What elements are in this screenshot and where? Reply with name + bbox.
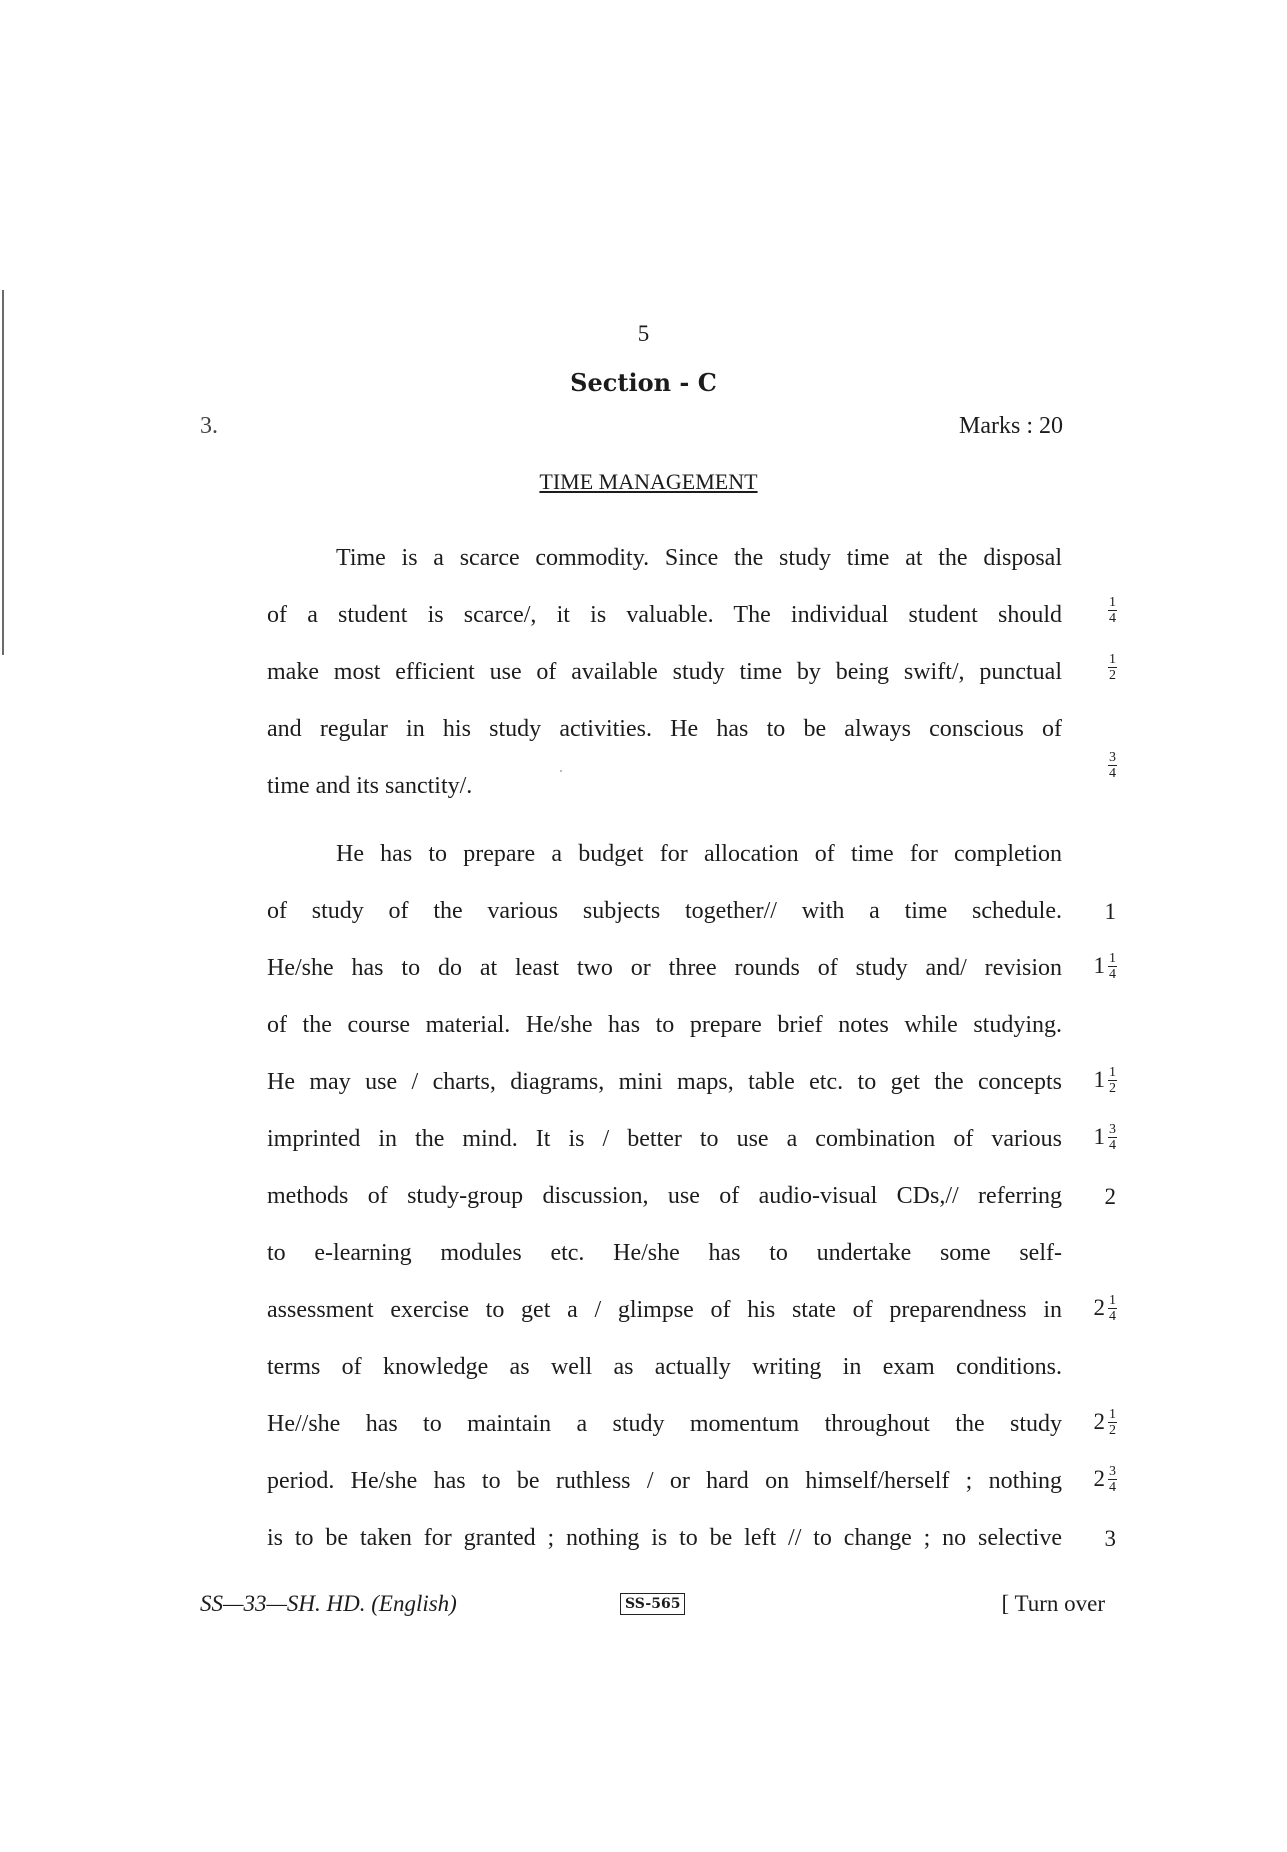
text-line: of study of the various subjects together// with a time schedule. [267,898,1062,924]
margin-mark: 2 $\frac{1}{4}$ [1093,1292,1116,1324]
text-line: Time is a scarce commodity. Since the study time at the disposal [336,545,1062,571]
text-line: methods of study-group discussion, use of audio-visual CDs,// referring [267,1183,1062,1209]
margin-mark: 1 [1104,899,1116,924]
text-line: of a student is scarce/, it is valuable. The individual student should [267,602,1062,628]
section-title: Section - C [570,368,717,397]
document-title: TIME MANAGEMENT [539,469,758,494]
footer-series-box: SS-565 [620,1593,685,1615]
marks-label: Marks : 20 [959,413,1063,439]
margin-mark: 1 $\frac{3}{4}$ [1093,1121,1116,1153]
text-line: make most efficient use of available study time by being swift/, punctual [267,659,1062,685]
margin-mark: 2 $\frac{3}{4}$ [1093,1463,1116,1495]
text-line: is to be taken for granted ; nothing is to be left // to change ; no selective [267,1525,1062,1551]
margin-mark: 3 [1104,1526,1116,1551]
text-line: He has to prepare a budget for allocation of time for completion [336,841,1062,867]
margin-mark: $\frac{3}{4}$ [1109,749,1116,781]
text-line: He//she has to maintain a study momentum throughout the study [267,1411,1062,1437]
margin-mark: 1 $\frac{1}{4}$ [1093,950,1116,982]
text-line: of the course material. He/she has to prepare brief notes while studying. [267,1012,1062,1038]
text-line: assessment exercise to get a / glimpse of his state of preparendness in [267,1297,1062,1323]
margin-mark: 2 $\frac{1}{2}$ [1093,1406,1116,1438]
margin-mark: $\frac{1}{2}$ [1109,651,1116,683]
margin-mark: $\frac{1}{4}$ [1109,594,1116,626]
text-line: and regular in his study activities. He has to be always conscious of [267,716,1062,742]
text-line: to e-learning modules etc. He/she has to undertake some self- [267,1240,1062,1266]
footer-paper-code: SS—33—SH. HD. (English) [200,1591,457,1616]
question-number: 3. [200,413,218,439]
text-line: period. He/she has to be ruthless / or hard on himself/herself ; nothing [267,1468,1062,1494]
text-line: He may use / charts, diagrams, mini maps, table etc. to get the concepts [267,1069,1062,1095]
text-line: He/she has to do at least two or three rounds of study and/ revision [267,955,1062,981]
scan-speck [560,770,562,772]
margin-mark: 1 $\frac{1}{2}$ [1093,1064,1116,1096]
text-line: terms of knowledge as well as actually writing in exam conditions. [267,1354,1062,1380]
margin-mark: 2 [1104,1184,1116,1209]
text-line: imprinted in the mind. It is / better to use a combination of various [267,1126,1062,1152]
footer-turn-over: [ Turn over [1001,1591,1105,1616]
text-line: time and its sanctity/. [267,773,473,799]
page-number: 5 [637,321,650,346]
